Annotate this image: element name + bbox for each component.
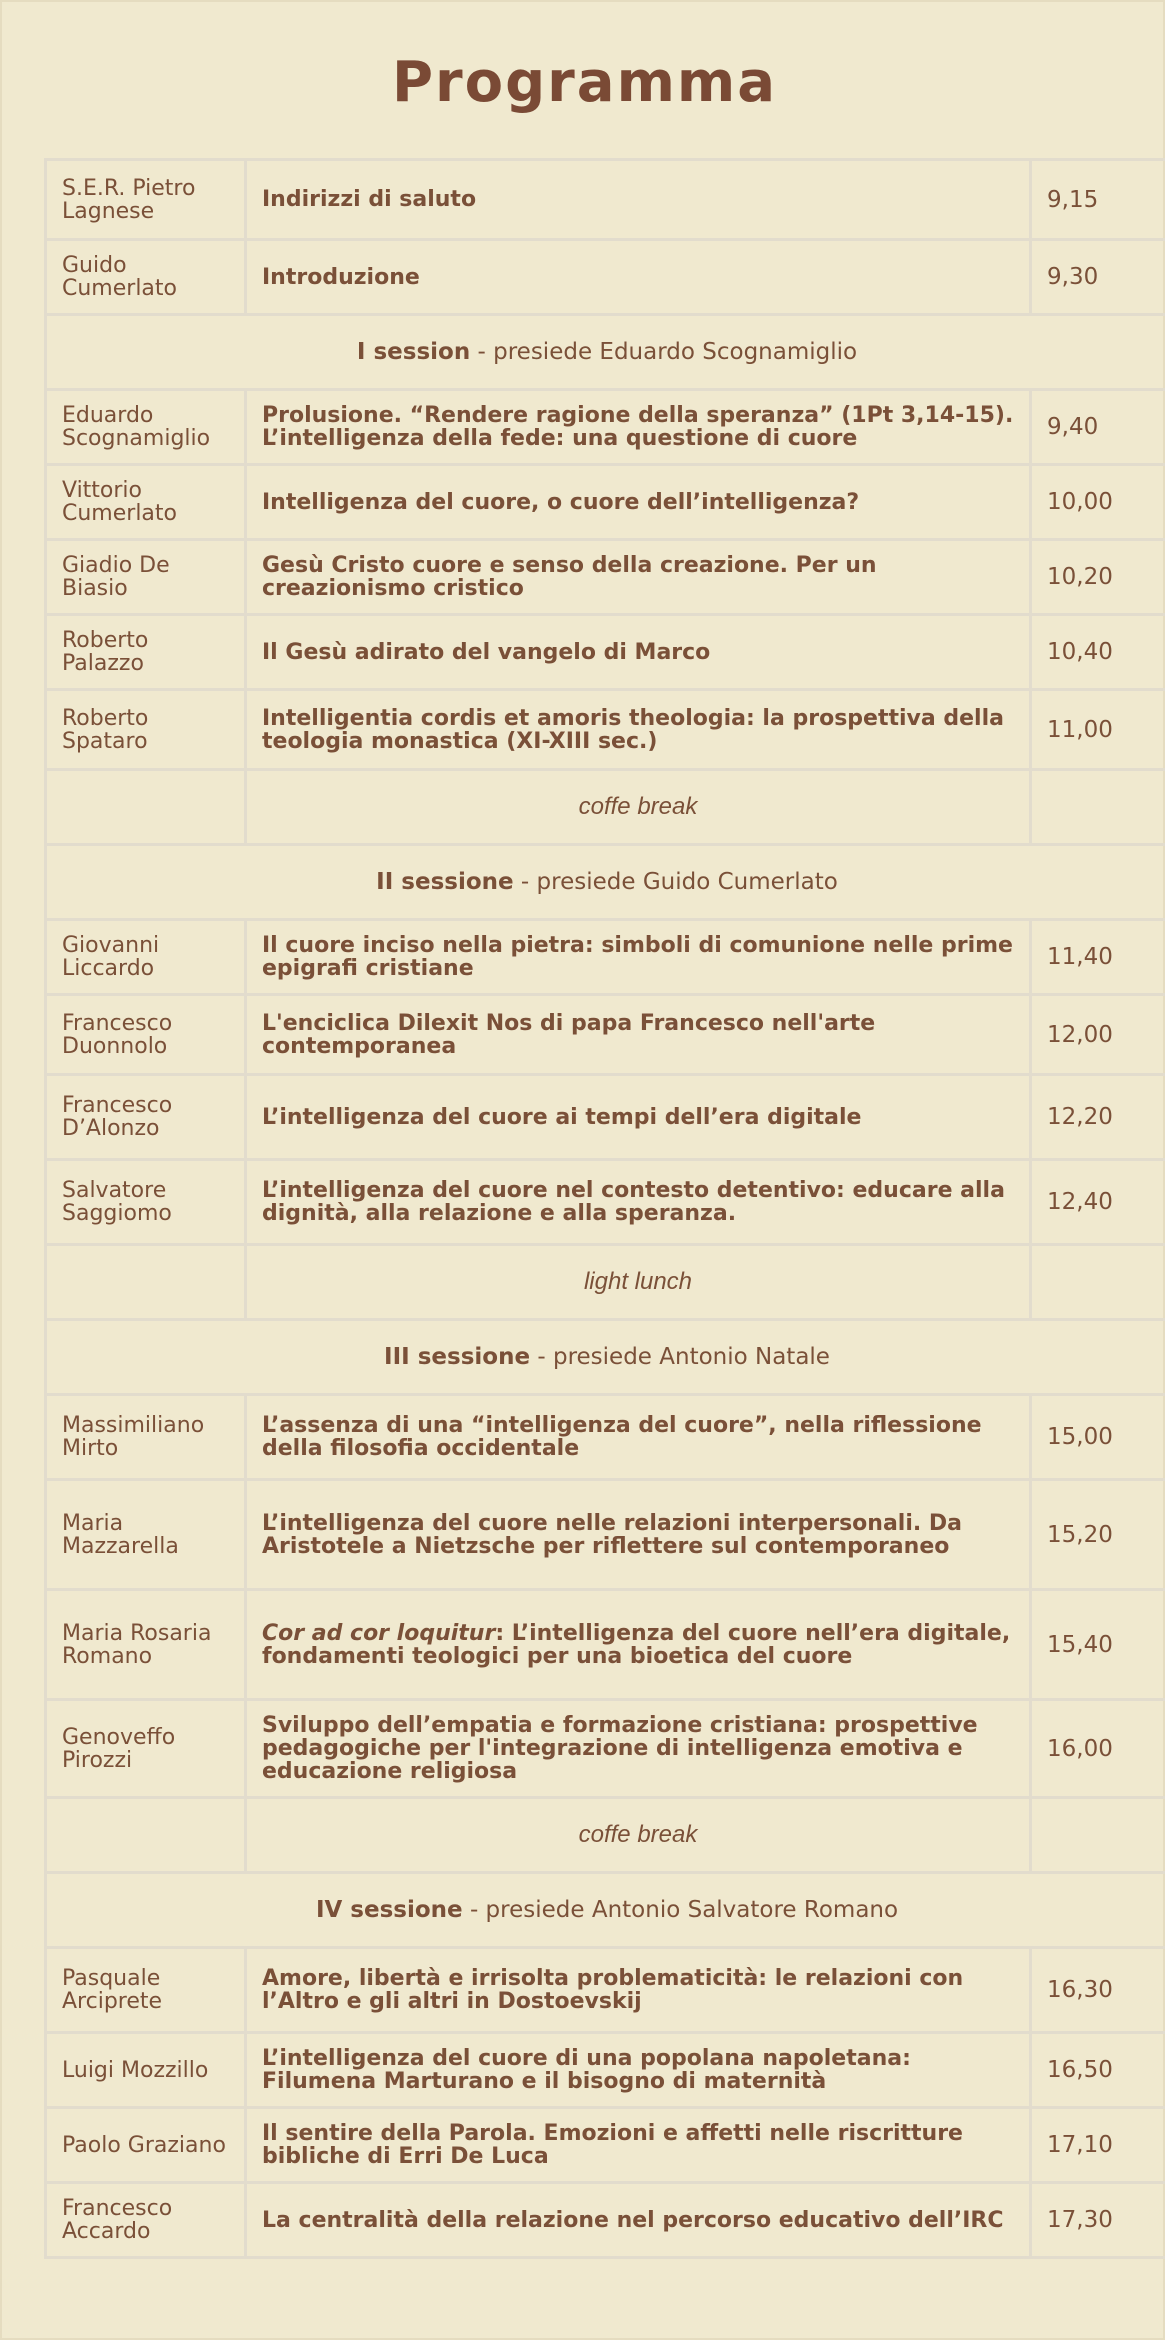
talk-time: 16,00 [1031,1700,1165,1798]
talk-time: 17,30 [1031,2183,1165,2258]
table-row [46,465,1165,540]
talk-time: 15,00 [1031,1395,1165,1480]
speaker-name: Roberto Palazzo [46,615,246,690]
talk-time: 10,40 [1031,615,1165,690]
talk-time: 11,00 [1031,690,1165,770]
break-row [46,1245,1165,1320]
session-header-row [46,1873,1165,1948]
talk-title: Introduzione [246,240,1031,315]
talk-title: Amore, libertà e irrisolta problematicità: le relazioni con l’Altro e gli altri in Dostoevskij [246,1948,1031,2033]
session-label: IV sessione [315,1897,463,1923]
talk-time: 17,10 [1031,2108,1165,2183]
speaker-name: Vittorio Cumerlato [46,465,246,540]
break-label: coffe break [246,1798,1031,1873]
session-chair: - presiede Eduardo Scognamiglio [470,339,858,365]
session-header [46,1873,1165,1948]
speaker-name: Giovanni Liccardo [46,920,246,995]
talk-title: Prolusione. “Rendere ragione della speranza” (1Pt 3,14-15). L’intelligenza della fede: una questione di cuore [246,390,1031,465]
talk-title: L’intelligenza del cuore di una popolana napoletana: Filumena Marturano e il bisogno di maternità [246,2033,1031,2108]
session-chair: - presiede Antonio Natale [530,1344,830,1370]
empty-cell [1031,1245,1165,1320]
break-label: light lunch [246,1245,1031,1320]
speaker-name: Francesco D’Alonzo [46,1075,246,1160]
talk-title: L’intelligenza del cuore ai tempi dell’era digitale [246,1075,1031,1160]
session-header-row [46,1320,1165,1395]
speaker-name: Pasquale Arciprete [46,1948,246,2033]
session-chair: - presiede Antonio Salvatore Romano [462,1897,899,1923]
table-row [46,1395,1165,1480]
talk-title: Indirizzi di saluto [246,160,1031,240]
table-row [46,160,1165,240]
talk-title: Il sentire della Parola. Emozioni e affetti nelle riscritture bibliche di Erri De Luca [246,2108,1031,2183]
speaker-name: Salvatore Saggiomo [46,1160,246,1245]
speaker-name: S.E.R. Pietro Lagnese [46,160,246,240]
talk-title: Sviluppo dell’empatia e formazione cristiana: prospettive pedagogiche per l'integrazione di intelligenza emotiva e educazione religiosa [246,1700,1031,1798]
speaker-name: Roberto Spataro [46,690,246,770]
table-row [46,995,1165,1075]
talk-title: L’assenza di una “intelligenza del cuore”, nella riflessione della filosofia occidentale [246,1395,1031,1480]
talk-title: Gesù Cristo cuore e senso della creazione. Per un creazionismo cristico [246,540,1031,615]
session-header [46,1320,1165,1395]
table-row [46,1075,1165,1160]
break-row [46,1798,1165,1873]
session-header-row [46,845,1165,920]
talk-time: 12,20 [1031,1075,1165,1160]
talk-title: La centralità della relazione nel percorso educativo dell’IRC [246,2183,1031,2258]
session-label: I session [356,339,471,365]
table-row [46,2033,1165,2108]
empty-cell [1031,770,1165,845]
speaker-name: Paolo Graziano [46,2108,246,2183]
table-row [46,1948,1165,2033]
talk-title: L’intelligenza del cuore nel contesto detentivo: educare alla dignità, alla relazione e alla speranza. [246,1160,1031,1245]
table-row [46,1700,1165,1798]
talk-time: 11,40 [1031,920,1165,995]
talk-time: 9,15 [1031,160,1165,240]
speaker-name: Massimiliano Mirto [46,1395,246,1480]
speaker-name: Luigi Mozzillo [46,2033,246,2108]
table-row [46,1590,1165,1700]
table-row [46,2183,1165,2258]
talk-title-rest: : L’intelligenza del cuore nell’era digitale, fondamenti teologici per una bioetica del cuore [262,1620,1011,1669]
empty-cell [46,770,246,845]
break-label: coffe break [246,770,1031,845]
empty-cell [46,1798,246,1873]
break-row [46,770,1165,845]
table-row [46,690,1165,770]
talk-time: 9,30 [1031,240,1165,315]
empty-cell [1031,1798,1165,1873]
table-row [46,2108,1165,2183]
session-label: III sessione [384,1344,531,1370]
talk-time: 12,00 [1031,995,1165,1075]
talk-title [246,1590,1031,1700]
speaker-name: Maria Mazzarella [46,1480,246,1590]
talk-title: Intelligenza del cuore, o cuore dell’intelligenza? [246,465,1031,540]
page-title: Programma [391,50,778,115]
session-header [46,315,1165,390]
talk-time: 16,50 [1031,2033,1165,2108]
table-row [46,1480,1165,1590]
session-label: II sessione [376,869,514,895]
speaker-name: Francesco Accardo [46,2183,246,2258]
session-chair: - presiede Guido Cumerlato [513,869,838,895]
table-row [46,920,1165,995]
table-row [46,540,1165,615]
empty-cell [46,1245,246,1320]
session-header [46,845,1165,920]
table-row [46,1160,1165,1245]
speaker-name: Francesco Duonnolo [46,995,246,1075]
table-row [46,390,1165,465]
speaker-name: Genoveffo Pirozzi [46,1700,246,1798]
table-row [46,240,1165,315]
talk-time: 10,20 [1031,540,1165,615]
talk-title: L'enciclica Dilexit Nos di papa Francesco nell'arte contemporanea [246,995,1031,1075]
talk-title: Il cuore inciso nella pietra: simboli di comunione nelle prime epigrafi cristiane [246,920,1031,995]
talk-title: Intelligentia cordis et amoris theologia: la prospettiva della teologia monastica (XI-XIII sec.) [246,690,1031,770]
talk-title-italic: Cor ad cor loquitur [262,1620,496,1646]
speaker-name: Giadio De Biasio [46,540,246,615]
table-row [46,615,1165,690]
talk-title: Il Gesù adirato del vangelo di Marco [246,615,1031,690]
talk-time: 10,00 [1031,465,1165,540]
speaker-name: Maria Rosaria Romano [46,1590,246,1700]
talk-time: 16,30 [1031,1948,1165,2033]
talk-time: 15,40 [1031,1590,1165,1700]
speaker-name: Eduardo Scognamiglio [46,390,246,465]
talk-time: 15,20 [1031,1480,1165,1590]
program-table [44,158,1165,2259]
talk-time: 9,40 [1031,390,1165,465]
speaker-name: Guido Cumerlato [46,240,246,315]
talk-time: 12,40 [1031,1160,1165,1245]
session-header-row [46,315,1165,390]
talk-title: L’intelligenza del cuore nelle relazioni interpersonali. Da Aristotele a Nietzsche per riflettere sul contemporaneo [246,1480,1031,1590]
